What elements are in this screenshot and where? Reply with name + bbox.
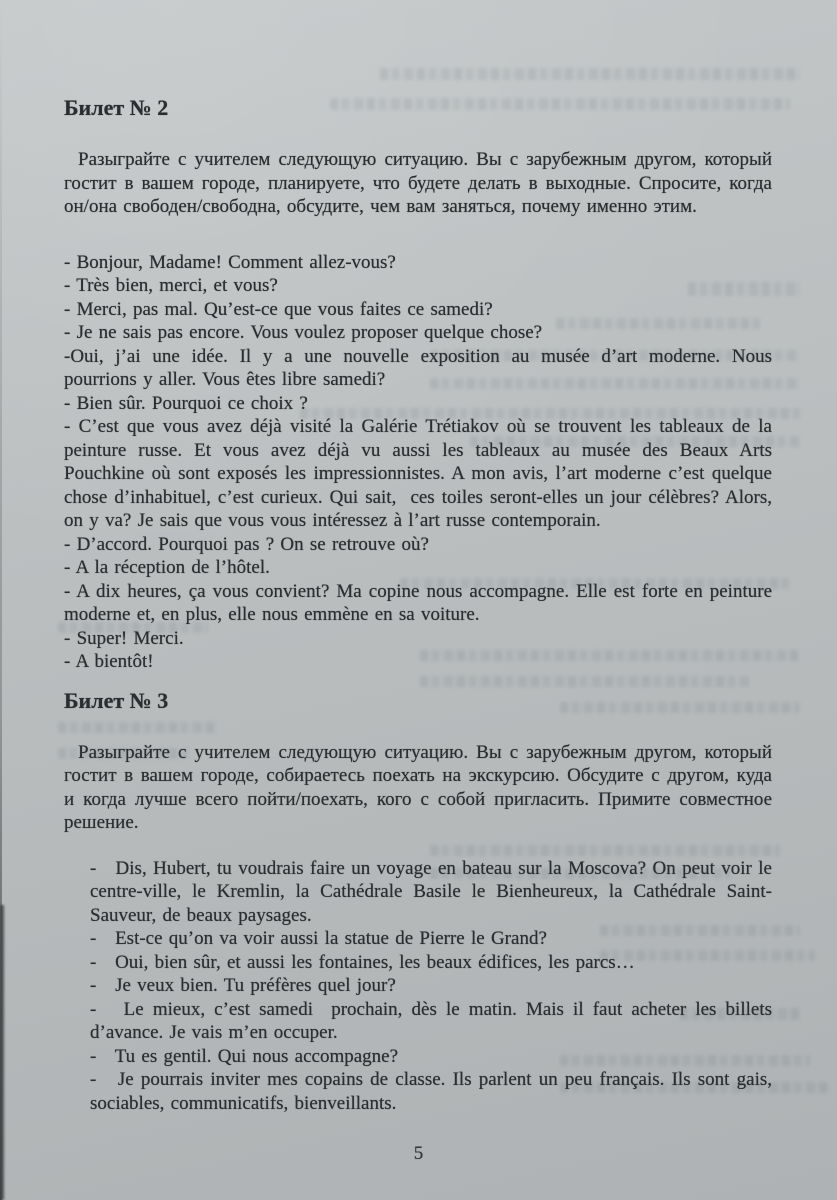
section-intro: Разыграйте с учителем следующую ситуацию. Вы с зарубежным другом, который гостит в вашем городе, собираетесь поехать на экскурсию. Обсудите с другом, куда и когда лучше всего пойти/поехать, кого с собой пригласить. Примите совместное решение. <box>64 741 772 833</box>
section-intro: Разыграйте с учителем следующую ситуацию. Вы с зарубежным другом, который гостит в вашем городе, планируете, что будете делать в выходные. Спросите, когда он/она свободен/свободна, обсудите, чем вам заняться, почему именно этим. <box>64 149 772 217</box>
dialogue-line: - Oui, bien sûr, et aussi les fontaines, les beaux édifices, les parcs… <box>90 951 635 973</box>
section-title: Билет № 2 <box>64 95 169 120</box>
dialogue-line: - A bientôt! <box>64 651 154 672</box>
dialogue-line: - Je ne sais pas encore. Vous voulez proposer quelque chose? <box>64 322 543 343</box>
dialogue-line: - D’accord. Pourquoi pas ? On se retrouve où? <box>64 533 429 555</box>
dialogue-line: - A dix heures, ça vous convient? Ma copine nous accompagne. Elle est forte en peinture moderne et, en plus, elle nous emmène en sa voiture. <box>64 580 772 625</box>
bleed-through-text <box>380 68 800 80</box>
dialogue-line: - Le mieux, c’est samedi prochain, dès le matin. Mais il faut acheter les billets d’avance. Je vais m’en occuper. <box>90 998 772 1043</box>
dialogue-line: - A la réception de l’hôtel. <box>64 557 270 578</box>
dialogue-line: - Je pourrais inviter mes copains de classe. Ils parlent un peu français. Ils sont gais, sociables, communicatifs, bienveillants. <box>90 1069 772 1114</box>
dialogue-line: - Je veux bien. Tu préfères quel jour? <box>90 975 396 996</box>
ticket-section <box>64 95 772 674</box>
dialogue-block <box>90 857 772 1116</box>
document-body <box>64 95 772 1115</box>
dialogue-line: - C’est que vous avez déjà visité la Galérie Trétiakov où se trouvent les tableaux de la peinture russe. Et vous avez déjà vu aussi les tableaux au musée des Beaux Arts Pouchkine où sont exposés les impressionnistes. A mon avis, l’art moderne c’est quelque chose d’inhabituel, c’est curieux. Qui sait, ces toiles seront-elles un jour célèbres? Alors, on y va? Je sais que vous vous intéressez à l’art russe contemporain. <box>64 416 772 531</box>
dialogue-line: - Tu es gentil. Qui nous accompagne? <box>90 1045 399 1067</box>
dialogue-block <box>64 251 772 674</box>
ticket-section <box>64 688 772 1116</box>
dialogue-line: - Bonjour, Madame! Comment allez-vous? <box>64 251 396 273</box>
section-title: Билет № 3 <box>64 687 169 713</box>
dialogue-line: - Bien sûr. Pourquoi ce choix ? <box>64 392 308 414</box>
page-number: 5 <box>413 1143 424 1164</box>
dialogue-line: - Très bien, merci, et vous? <box>64 275 278 296</box>
dialogue-line: -Oui, j’ai une idée. Il y a une nouvelle exposition au musée d’art moderne. Nous pourrions y aller. Vous êtes libre samedi? <box>64 345 772 390</box>
dialogue-line: - Super! Merci. <box>64 627 184 649</box>
dialogue-line: - Dis, Hubert, tu voudrais faire un voyage en bateau sur la Moscova? On peut voir le centre-ville, le Kremlin, la Cathédrale Basile le Bienheureux, la Cathédrale Saint-Sauveur, de beaux paysages. <box>90 857 772 926</box>
dialogue-line: - Est-ce qu’on va voir aussi la statue de Pierre le Grand? <box>90 928 547 949</box>
dialogue-line: - Merci, pas mal. Qu’est-ce que vous faites ce samedi? <box>64 298 493 320</box>
